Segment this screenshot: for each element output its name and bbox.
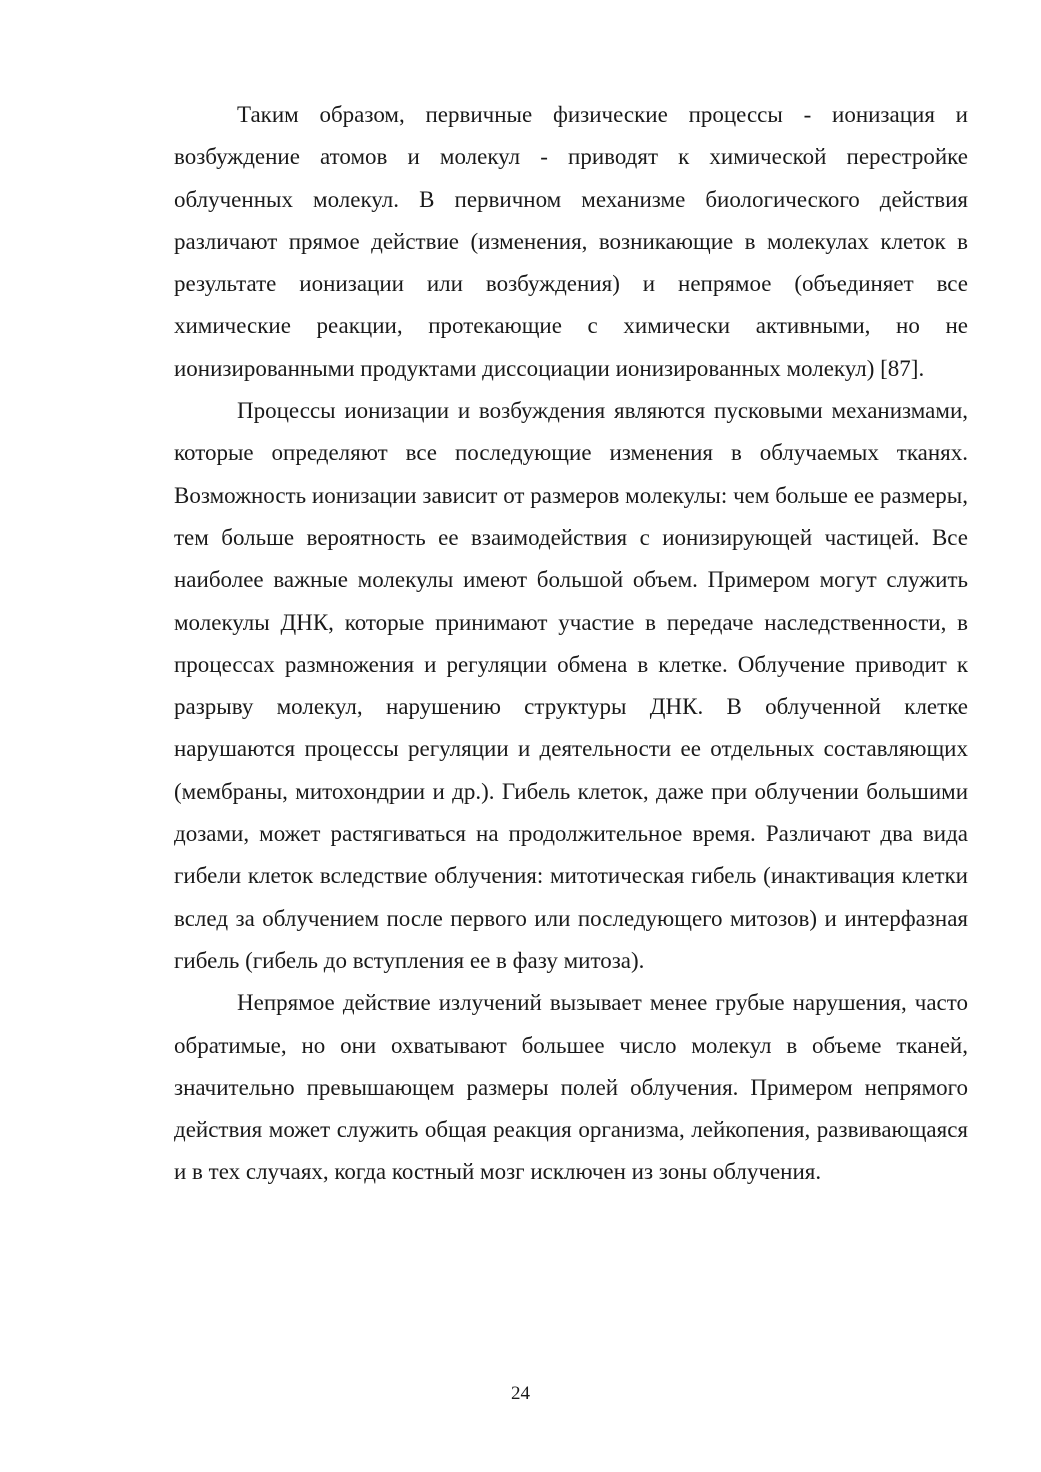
paragraph-primary-processes: Таким образом, первичные физические процессы - ионизация и возбуждение атомов и молекул - приводят к химической перестройке облученных молекул. В первичном механизме биологического действия различают прямое действие (изменения, возникающие в молекулах клеток в результате ионизации или возбуждения) и непрямое (объединяет все химические реакции, протекающие с химически активными, но не ионизированными продуктами диссоциации ионизированных молекул) [87]. xyxy=(174,102,968,381)
page-number: 24 xyxy=(511,1383,530,1404)
paragraph-ionization-excitation: Процессы ионизации и возбуждения являются пусковыми механизмами, которые определяют все последующие изменения в облучаемых тканях. Возможность ионизации зависит от размеров молекулы: чем больше ее размеры, тем больше вероятность ее взаимодействия с ионизирующей частицей. Все наиболее важные молекулы имеют большой объем. Примером могут служить молекулы ДНК, которые принимают участие в передаче наследственности, в процессах размножения и регуляции обмена в клетке. Облучение приводит к разрыву молекул, нарушению структуры ДНК. В облученной клетке нарушаются процессы регуляции и деятельности ее отдельных составляющих (мембраны, митохондрии и др.). Гибель клеток, даже при облучении большими дозами, может растягиваться на продолжительное время. Различают два вида гибели клеток вследствие облучения: митотическая гибель (инактивация клетки вслед за облучением после первого или последующего митозов) и интерфазная гибель (гибель до вступления ее в фазу митоза). xyxy=(174,398,968,973)
paragraph-indirect-action: Непрямое действие излучений вызывает менее грубые нарушения, часто обратимые, но они охватывают большее число молекул в объеме тканей, значительно превышающем размеры полей облучения. Примером непрямого действия может служить общая реакция организма, лейкопения, развивающаяся и в тех случаях, когда костный мозг исключен из зоны облучения. xyxy=(174,990,968,1185)
document-body xyxy=(174,94,968,1194)
